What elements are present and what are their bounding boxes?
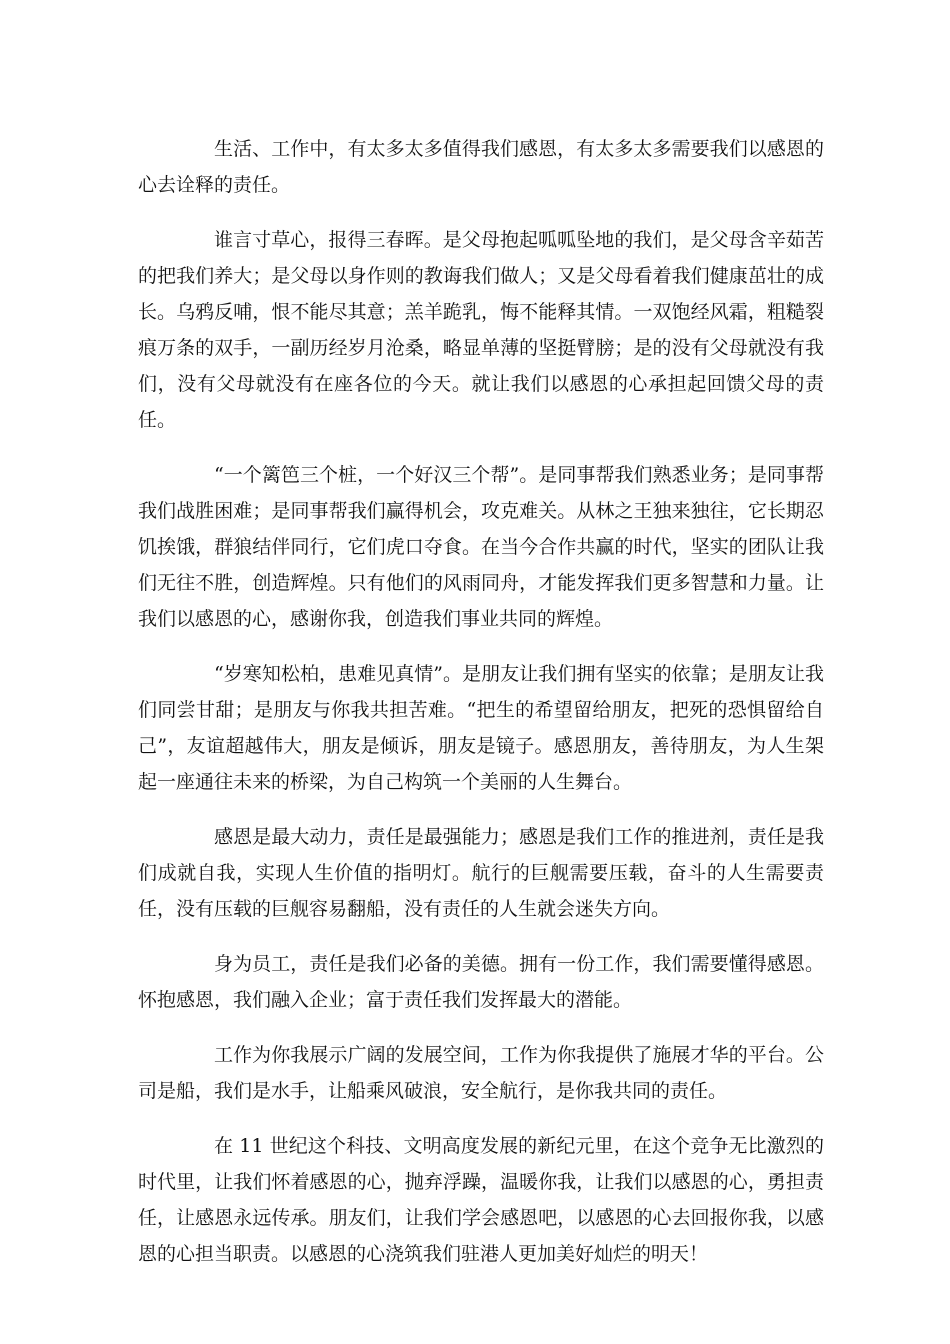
paragraph-gratitude-responsibility: 感恩是最大动力，责任是最强能力；感恩是我们工作的推进剂，责任是我们成就自我，实现人生价值的指明灯。航行的巨舰需要压载，奋斗的人生需要责任，没有压载的巨舰容易翻船，没有责任的人生就会迷失方向。: [138, 826, 824, 920]
paragraph-company-ship: 工作为你我展示广阔的发展空间，工作为你我提供了施展才华的平台。公司是船，我们是水手，让船乘风破浪，安全航行，是你我共同的责任。: [138, 1044, 824, 1102]
paragraph-gratitude-intro: 生活、工作中，有太多太多值得我们感恩，有太多太多需要我们以感恩的心去诠释的责任。: [138, 138, 824, 196]
paragraph-conclusion: 在 11 世纪这个科技、文明高度发展的新纪元里，在这个竞争无比激烈的时代里，让我们怀着感恩的心，抛弃浮躁，温暖你我，让我们以感恩的心，勇担责任，让感恩永远传承。朋友们，让我们学会感恩吧，以感恩的心去回报你我，以感恩的心担当职责。以感恩的心浇筑我们驻港人更加美好灿烂的明天！: [138, 1135, 824, 1265]
paragraph-parents: 谁言寸草心，报得三春晖。是父母抱起呱呱坠地的我们，是父母含辛茹苦的把我们养大；是父母以身作则的教诲我们做人；又是父母看着我们健康茁壮的成长。乌鸦反哺，恨不能尽其意；羔羊跪乳，悔不能释其情。一双饱经风霜，粗糙裂痕万条的双手，一副历经岁月沧桑，略显单薄的坚挺臂膀；是的没有父母就没有我们，没有父母就没有在座各位的今天。就让我们以感恩的心承担起回馈父母的责任。: [138, 229, 824, 431]
paragraph-employee-virtue: 身为员工，责任是我们必备的美德。拥有一份工作，我们需要懂得感恩。怀抱感恩，我们融入企业；富于责任我们发挥最大的潜能。: [138, 953, 824, 1011]
paragraph-friends: “岁寒知松柏，患难见真情”。是朋友让我们拥有坚实的依靠；是朋友让我们同尝甘甜；是朋友与你我共担苦难。“把生的希望留给朋友，把死的恐惧留给自己”，友谊超越伟大，朋友是倾诉，朋友是镜子。感恩朋友，善待朋友，为人生架起一座通往未来的桥梁，为自己构筑一个美丽的人生舞台。: [138, 663, 824, 793]
paragraph-colleagues: “一个篱笆三个桩，一个好汉三个帮”。是同事帮我们熟悉业务；是同事帮我们战胜困难；是同事帮我们赢得机会，攻克难关。从林之王独来独往，它长期忍饥挨饿，群狼结伴同行，它们虎口夺食。在当今合作共赢的时代，坚实的团队让我们无往不胜，创造辉煌。只有他们的风雨同舟，才能发挥我们更多智慧和力量。让我们以感恩的心，感谢你我，创造我们事业共同的辉煌。: [138, 464, 824, 630]
document-page: [138, 131, 824, 1291]
